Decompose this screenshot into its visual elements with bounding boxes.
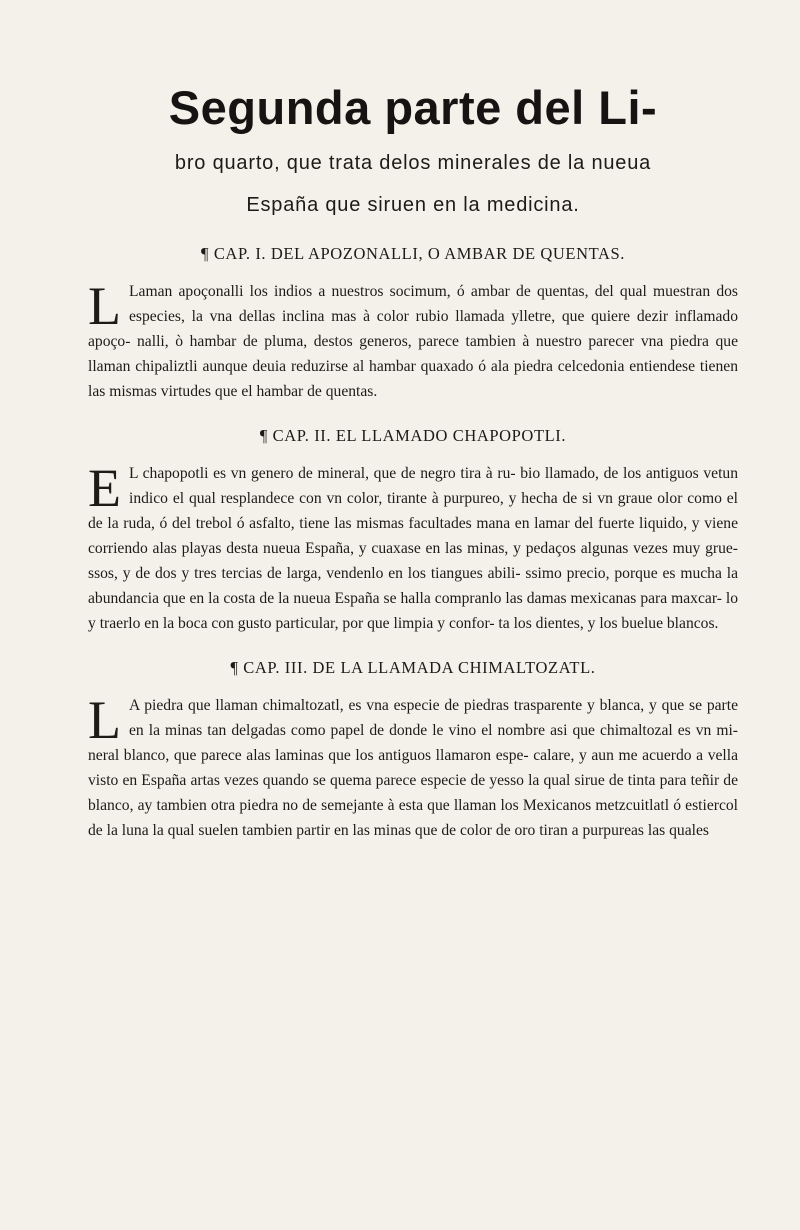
chapter-heading: ¶ CAP. II. EL LLAMADO CHAPOPOTLI. [259,425,567,445]
subtitle-line-2: España que siruen en la medicina. [246,193,580,216]
drop-cap-initial: L [88,275,121,336]
chapter-paragraph [88,689,738,843]
drop-cap-initial: E [88,457,121,518]
page-title: Segunda parte del Li- [168,81,658,134]
chapter-1 [88,244,738,404]
page [88,82,738,843]
subtitle-line-1: bro quarto, que trata delos minerales de la nueua [174,151,652,174]
chapter-body-text: Laman apoçonalli los indios a nuestros socimum, ó ambar de quentas, del qual muestran dos especies, la vna dellas inclina mas à color rubio llamada ylletre, que quiere dezir inflamado apoço- nalli, ò hambar de pluma, destos generos, parece tambien à nuestro parecer vna piedra que llaman chipaliztli aunque deuia reduzirse al hambar quaxado ó ala piedra celcedonia entiendese tienen las mismas virtudes que el hambar de quentas. [88,282,738,400]
chapter-paragraph [88,457,738,636]
chapter-2 [88,426,738,636]
chapter-3 [88,658,738,843]
chapter-heading: ¶ CAP. I. DEL APOZONALLI, O AMBAR DE QUENTAS. [201,243,625,263]
chapter-heading: ¶ CAP. III. DE LA LLAMADA CHIMALTOZATL. [230,657,596,677]
drop-cap-initial: L [88,689,121,750]
chapter-paragraph [88,275,738,404]
chapter-body-text: A piedra que llaman chimaltozatl, es vna especie de piedras trasparente y blanca, y que se parte en la minas tan delgadas como papel de donde le vino el nombre asi que chimaltozal es vn mi- neral blanco, que parece alas laminas que los antiguos llamaron espe- calare, y aun me acuerdo a vella visto en España artas vezes quando se quema parece especie de yesso la qual sirue de tinta para teñir de blanco, ay tambien otra piedra no de semejante à esta que llaman los Mexicanos metzcuitlatl ó estiercol de la luna la qual suelen tambien partir en las minas que de color de oro tiran a purpureas las quales [88,696,738,839]
chapter-body-text: L chapopotli es vn genero de mineral, que de negro tira à ru- bio llamado, de los antiguos vetun indico el qual resplandece con vn color, tirante à purpureo, y hecha de si vn graue olor como el de la ruda, ó del trebol ó asfalto, tiene las mismas facultades mana en lamar del fuerte liquido, y viene corriendo alas playas desta nueua España, y cuaxase en las minas, y pedaços algunas vezes muy grue- ssos, y de dos y tres tercias de larga, vendenlo en los tiangues abili- ssimo precio, porque es mucha la abundancia que en la costa de la nueua España se halla compranlo las damas mexicanas para maxcar- lo y traerlo en la boca con gusto particular, por que limpia y confor- ta los dientes, y los buelue blancos. [88,464,738,632]
